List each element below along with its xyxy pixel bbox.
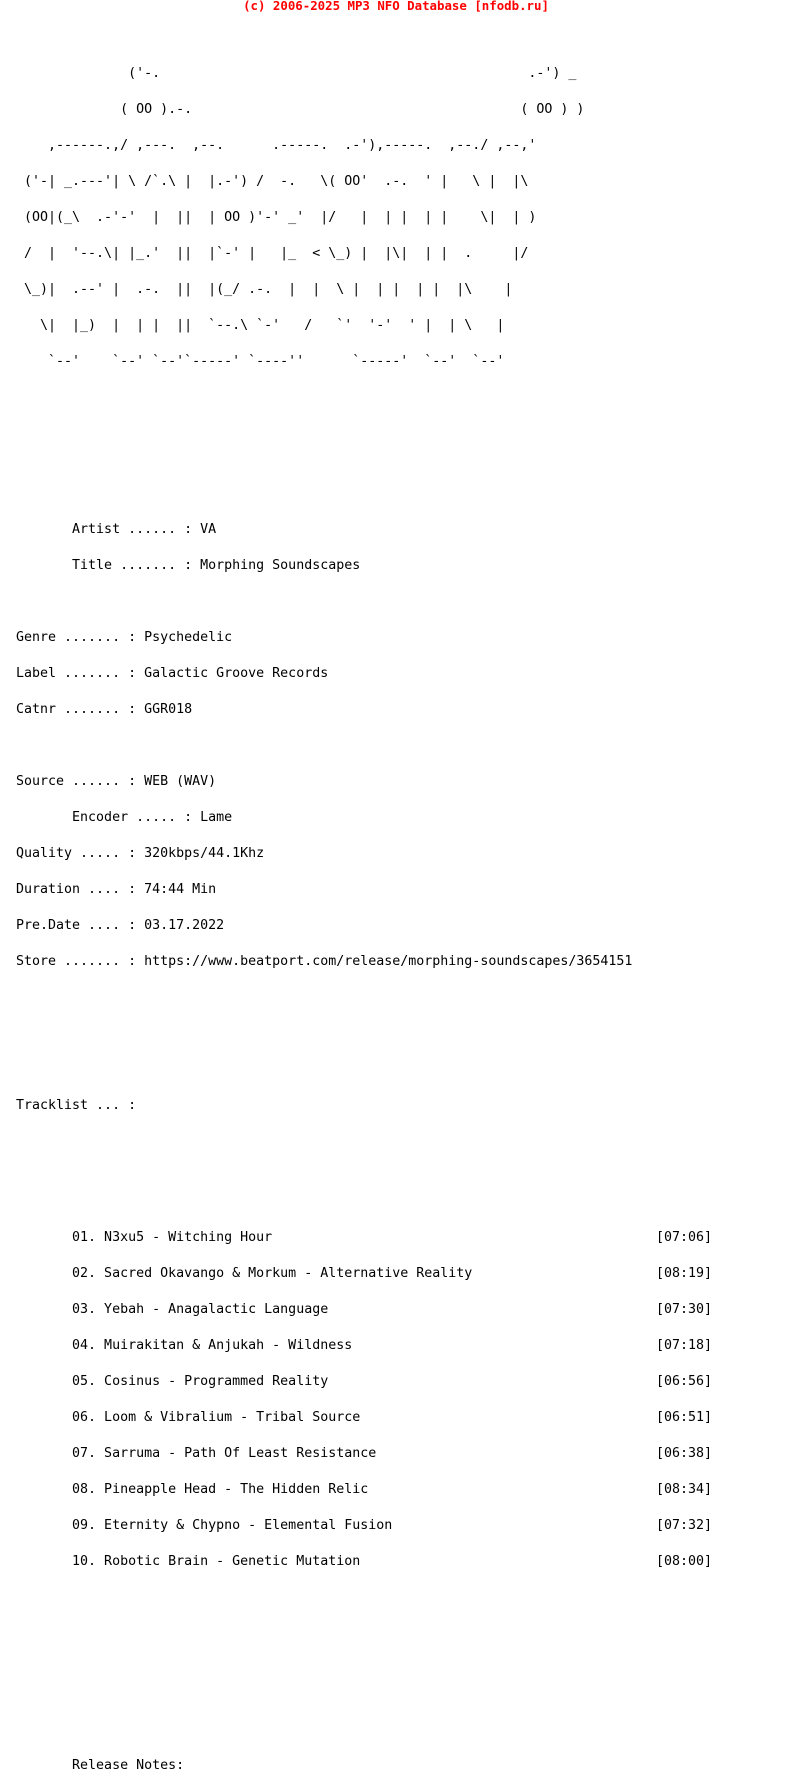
tracklist [16,1208,713,1592]
track-duration: [07:18] [656,1338,713,1353]
artist-line: Artist ...... : VA [16,522,217,537]
track-duration: [08:00] [656,1554,713,1569]
track-title: 06. Loom & Vibralium - Tribal Source [16,1410,361,1425]
track-duration: [08:19] [656,1266,713,1281]
track-row [16,1374,713,1389]
track-title: 10. Robotic Brain - Genetic Mutation [16,1554,361,1569]
genre-line: Genre ....... : Psychedelic [16,630,233,645]
ascii-logo-line: ( OO ).-. ( OO ) ) [16,102,585,117]
track-duration: [06:51] [656,1410,713,1425]
source-line: Source ...... : WEB (WAV) [16,774,217,789]
duration-line: Duration .... : 74:44 Min [16,882,217,897]
ascii-logo-line: ('-. .-') _ [16,66,577,81]
ascii-logo-line: / | '--.\| |_.' || |`-' | |_ < \_) | |\| | | . |/ [16,246,529,261]
predate-line: Pre.Date .... : 03.17.2022 [16,918,225,933]
quality-line: Quality ..... : 320kbps/44.1Khz [16,846,265,861]
store-line: Store ....... : https://www.beatport.com/release/morphing-soundscapes/3654151 [16,954,633,969]
ascii-logo [16,44,632,392]
nfo-document [16,20,713,1784]
track-title: 02. Sacred Okavango & Morkum - Alternative Reality [16,1266,473,1281]
track-duration: [08:34] [656,1482,713,1497]
ascii-logo-line: ,------.,/ ,---. ,--. .-----. .-'),-----. ,--./ ,--,' [16,138,537,153]
title-line: Title ....... : Morphing Soundscapes [16,558,361,573]
track-duration: [07:32] [656,1518,713,1533]
track-row [16,1482,713,1497]
track-duration: [06:56] [656,1374,713,1389]
track-title: 07. Sarruma - Path Of Least Resistance [16,1446,377,1461]
encoder-line: Encoder ..... : Lame [16,810,233,825]
track-row [16,1230,713,1245]
track-title: 01. N3xu5 - Witching Hour [16,1230,273,1245]
track-row [16,1518,713,1533]
release-notes-heading: Release Notes: [16,1758,185,1773]
copyright-banner: (c) 2006-2025 MP3 NFO Database [nfodb.ru] [243,0,549,13]
track-row [16,1410,713,1425]
catnr-line: Catnr ....... : GGR018 [16,702,193,717]
track-duration: [06:38] [656,1446,713,1461]
track-title: 09. Eternity & Chypno - Elemental Fusion [16,1518,393,1533]
track-duration: [07:06] [656,1230,713,1245]
ascii-logo-line: `--' `--' `--'`-----' `----'' `-----' `--' `--' [16,354,505,369]
track-title: 08. Pineapple Head - The Hidden Relic [16,1482,369,1497]
track-row [16,1446,713,1461]
ascii-logo-line: (OO|(_\ .-'-' | || | OO )'-' _' |/ | | | | | \| | ) [16,210,537,225]
ascii-logo-line: ('-| _.---'| \ /`.\ | |.-') / -. \( OO' .-. ' | \ | |\ [16,174,529,189]
track-title: 05. Cosinus - Programmed Reality [16,1374,329,1389]
track-title: 04. Muirakitan & Anjukah - Wildness [16,1338,353,1353]
track-row [16,1554,713,1569]
track-title: 03. Yebah - Anagalactic Language [16,1302,329,1317]
track-row [16,1302,713,1317]
track-duration: [07:30] [656,1302,713,1317]
ascii-logo-line: \| |_) | | | || `--.\ `-' / `' '-' ' | | \ | [16,318,505,333]
track-row [16,1266,713,1281]
tracklist-heading: Tracklist ... : [16,1098,137,1113]
track-row [16,1338,713,1353]
ascii-logo-line: \_)| .--' | .-. || |(_/ .-. | | \ | | | | | |\ | [16,282,513,297]
label-line: Label ....... : Galactic Groove Records [16,666,329,681]
